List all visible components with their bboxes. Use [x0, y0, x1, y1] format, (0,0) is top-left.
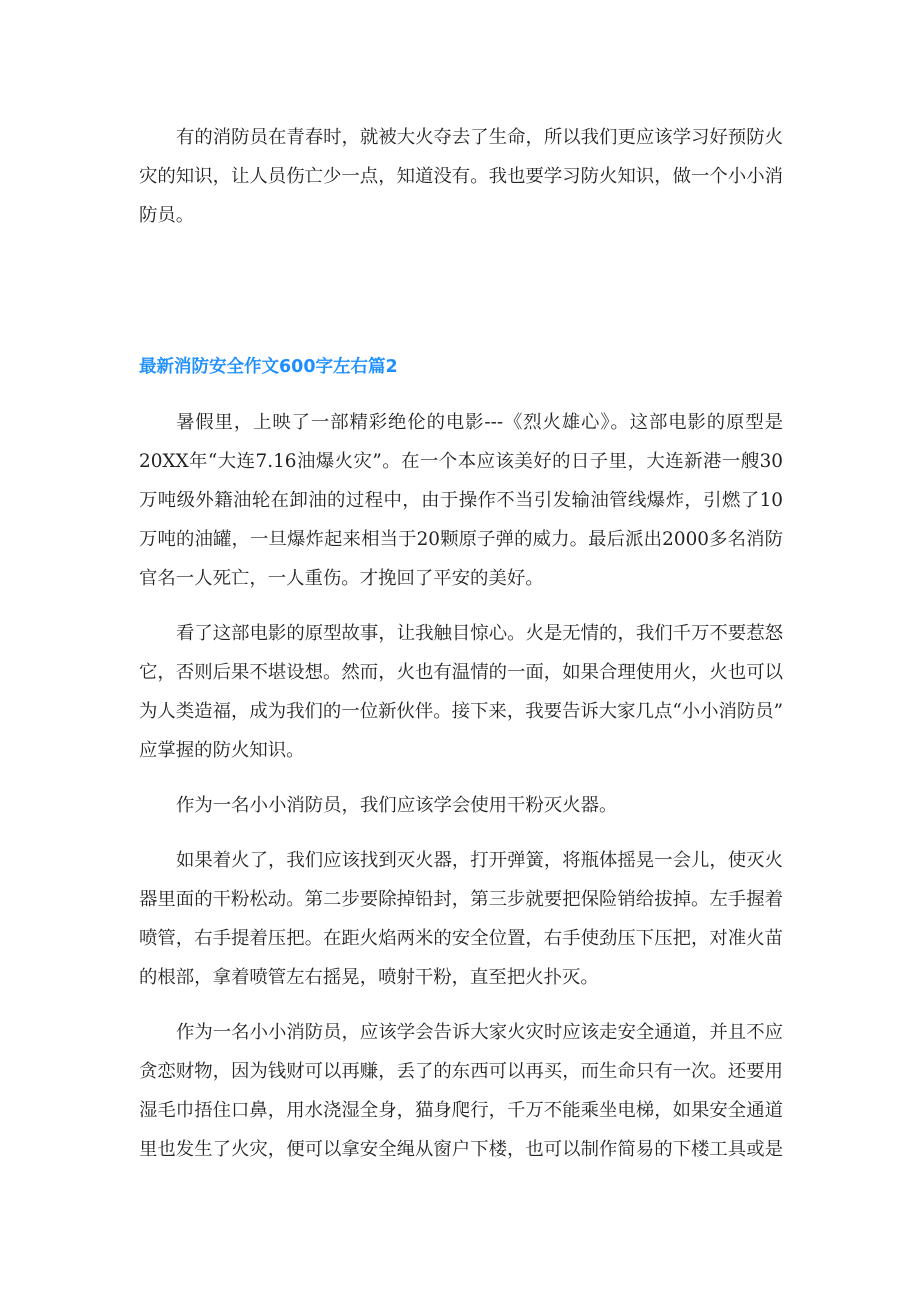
paragraph-line: 防员。 [139, 205, 195, 226]
paragraph-line: 作为一名小小消防员，我们应该学会使用干粉灭火器。 [176, 795, 618, 816]
paragraph-line: 为人类造福，成为我们的一位新伙伴。接下来，我要告诉大家几点“小小消防员” [139, 701, 784, 722]
document-page [139, 118, 783, 1185]
paragraph-line: 有的消防员在青春时，就被大火夺去了生命，所以我们更应该学习好预防火 [176, 127, 783, 148]
section-heading: 最新消防安全作文600字左右篇2 [139, 357, 398, 377]
paragraph-line: 如果着火了，我们应该找到灭火器，打开弹簧，将瓶体摇晃一会儿，使灭火 [176, 850, 783, 871]
paragraph-line: 的根部，拿着喷管左右摇晃，喷射干粉，直至把火扑灭。 [139, 967, 599, 988]
paragraph-line: 万吨级外籍油轮在卸油的过程中，由于操作不当引发输油管线爆炸，引燃了10 [139, 490, 783, 511]
paragraph-line: 它，否则后果不堪设想。然而，火也有温情的一面，如果合理使用火，火也可以 [139, 662, 783, 683]
paragraph [139, 786, 783, 825]
paragraph-line: 贪恋财物，因为钱财可以再赚，丢了的东西可以再买，而生命只有一次。还要用 [139, 1061, 783, 1082]
paragraph-line: 20XX年“大连7.16油爆火灾”。在一个本应该美好的日子里，大连新港一艘30 [139, 451, 783, 472]
paragraph-line: 官名一人死亡，一人重伤。才挽回了平安的美好。 [139, 568, 544, 589]
paragraph [139, 614, 783, 770]
section-intro [139, 118, 783, 235]
paragraph-line: 看了这部电影的原型故事，让我触目惊心。火是无情的，我们千万不要惹怒 [176, 623, 783, 644]
paragraph [139, 403, 783, 598]
section-body [139, 403, 783, 1169]
paragraph-line: 暑假里，上映了一部精彩绝伦的电影---《烈火雄心》。这部电影的原型是 [176, 412, 783, 433]
paragraph-line: 万吨的油罐，一旦爆炸起来相当于20颗原子弹的威力。最后派出2000多名消防 [139, 529, 783, 550]
paragraph-line: 作为一名小小消防员，应该学会告诉大家火灾时应该走安全通道，并且不应 [176, 1022, 783, 1043]
section-gap [139, 251, 783, 348]
paragraph-line: 湿毛巾捂住口鼻，用水浇湿全身，猫身爬行，千万不能乘坐电梯，如果安全通道 [139, 1100, 783, 1121]
paragraph-line: 喷管，右手提着压把。在距火焰两米的安全位置，右手使劲压下压把，对准火苗 [139, 928, 783, 949]
paragraph [139, 118, 783, 235]
paragraph-line: 里也发生了火灾，便可以拿安全绳从窗户下楼，也可以制作简易的下楼工具或是 [139, 1139, 783, 1160]
paragraph [139, 1013, 783, 1169]
paragraph-line: 灾的知识，让人员伤亡少一点，知道没有。我也要学习防火知识，做一个小小消 [139, 166, 783, 187]
paragraph-line: 应掌握的防火知识。 [139, 740, 305, 761]
paragraph [139, 841, 783, 997]
paragraph-line: 器里面的干粉松动。第二步要除掉铅封，第三步就要把保险销给拔掉。左手握着 [139, 889, 783, 910]
